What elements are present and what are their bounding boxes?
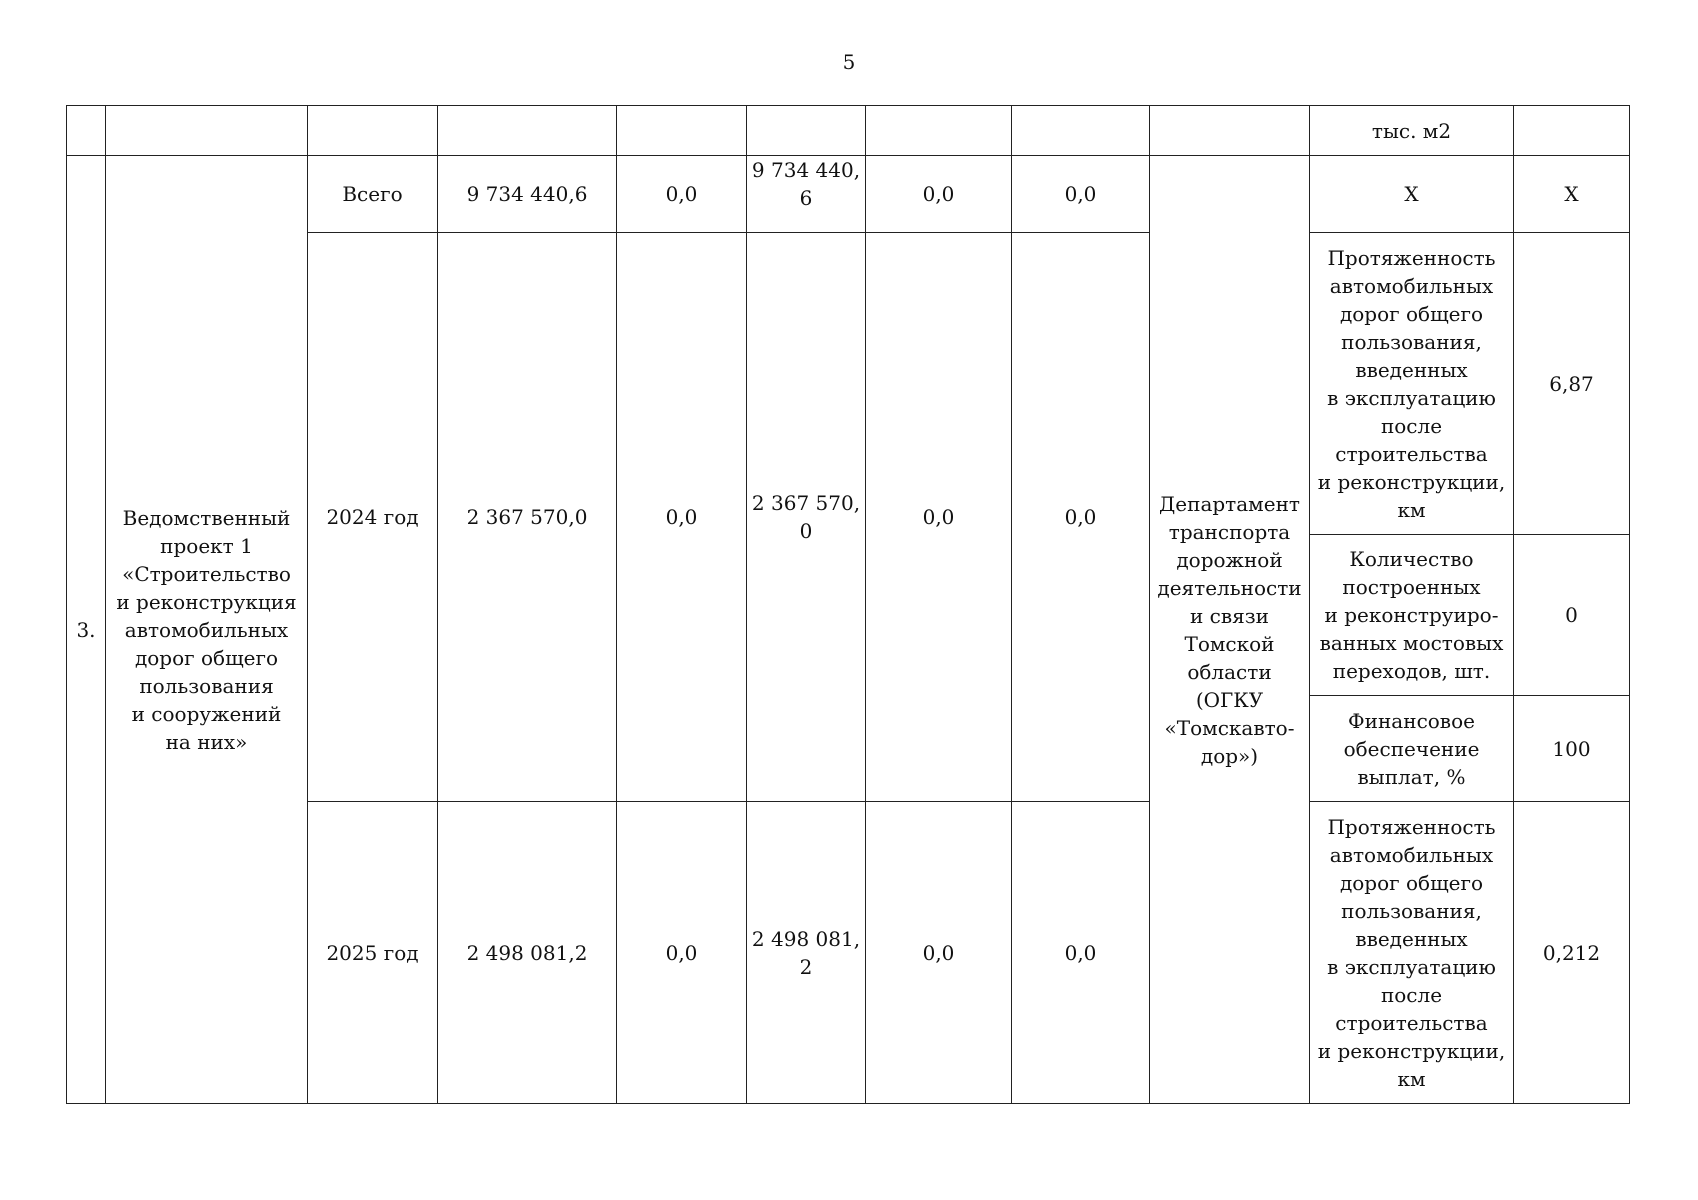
budget-table (66, 105, 1630, 1104)
responsible-department: Департамент транспорта дорожной деятельности и связи Томской области (ОГКУ «Томскавто- дор») (1150, 156, 1310, 1104)
amount-cell: 0,0 (866, 802, 1012, 1104)
indicator-value: Х (1514, 156, 1630, 233)
empty-cell (106, 106, 308, 156)
empty-cell (617, 106, 747, 156)
empty-cell (747, 106, 866, 156)
amount-cell: 2 367 570, 0 (747, 233, 866, 802)
empty-cell (67, 106, 106, 156)
indicator-name: Протяженность автомобильных дорог общего пользования, введенных в эксплуатацию после строительства и реконструкции, км (1310, 802, 1514, 1104)
page-number: 5 (842, 50, 856, 74)
empty-cell (438, 106, 617, 156)
empty-cell (1012, 106, 1150, 156)
indicator-value: 100 (1514, 696, 1630, 802)
indicator-name: Протяженность автомобильных дорог общего пользования, введенных в эксплуатацию после строительства и реконструкции, км (1310, 233, 1514, 535)
empty-cell (1514, 106, 1630, 156)
amount-cell: 0,0 (617, 802, 747, 1104)
header-row (67, 106, 1630, 156)
amount-cell: 0,0 (1012, 233, 1150, 802)
amount-cell: 0,0 (866, 156, 1012, 233)
amount-cell: 0,0 (617, 156, 747, 233)
empty-cell (308, 106, 438, 156)
indicator-value: 0 (1514, 535, 1630, 696)
period-label: 2024 год (308, 233, 438, 802)
indicator-value: 6,87 (1514, 233, 1630, 535)
total-amount: 2 367 570,0 (438, 233, 617, 802)
amount-cell: 0,0 (1012, 156, 1150, 233)
amount-cell: 0,0 (1012, 802, 1150, 1104)
period-label: Всего (308, 156, 438, 233)
project-name: Ведомственный проект 1 «Строительство и реконструкция автомобильных дорог общего пользования и сооружений на них» (106, 156, 308, 1104)
indicator-name: Финансовое обеспечение выплат, % (1310, 696, 1514, 802)
indicator-name: Х (1310, 156, 1514, 233)
empty-cell (866, 106, 1012, 156)
indicator-name: Количество построенных и реконструиро- ванных мостовых переходов, шт. (1310, 535, 1514, 696)
row-number: 3. (67, 156, 106, 1104)
total-amount: 2 498 081,2 (438, 802, 617, 1104)
amount-cell: 0,0 (866, 233, 1012, 802)
empty-cell (1150, 106, 1310, 156)
amount-cell: 2 498 081, 2 (747, 802, 866, 1104)
indicator-value: 0,212 (1514, 802, 1630, 1104)
unit-cell: тыс. м2 (1310, 106, 1514, 156)
table-row-total (67, 156, 1630, 233)
amount-cell: 9 734 440, 6 (747, 156, 866, 233)
total-amount: 9 734 440,6 (438, 156, 617, 233)
amount-cell: 0,0 (617, 233, 747, 802)
period-label: 2025 год (308, 802, 438, 1104)
